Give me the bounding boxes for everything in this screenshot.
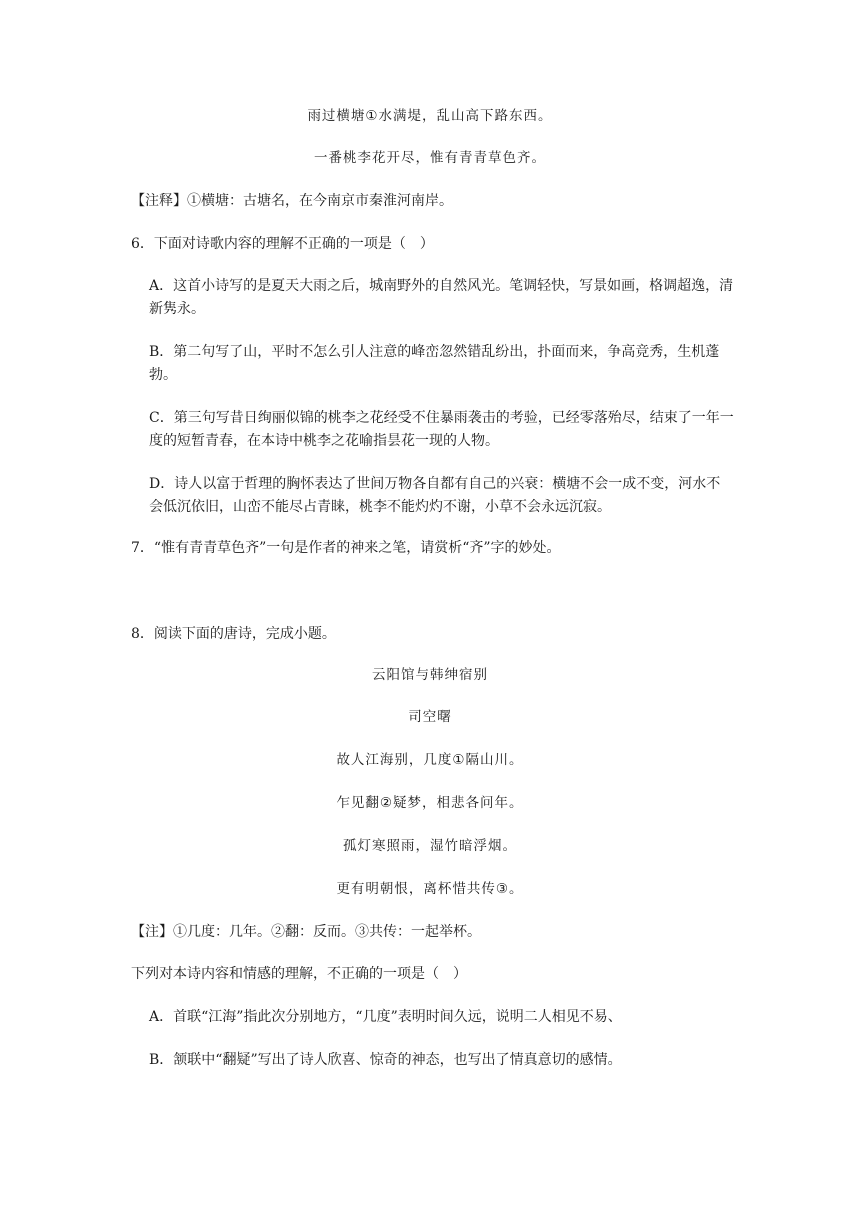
poem2-title: 云阳馆与韩绅宿别 — [372, 667, 488, 683]
poem2-line1: 故人江海别，几度①隔山川。 — [336, 752, 524, 768]
poem1-line1: 雨过横塘①水满堤，乱山高下路东西。 — [307, 108, 553, 124]
poem2-annotation: 【注】①几度：几年。②翻：反而。③共传：一起举杯。 — [131, 924, 481, 940]
poem1-annotation: 【注释】①横塘：古塘名，在今南京市秦淮河南岸。 — [131, 193, 453, 209]
question-7-stem: 7．“惟有青青草色齐”一句是作者的神来之笔，请赏析“齐”字的妙处。 — [131, 540, 561, 556]
question-6-option-d: D．诗人以富于哲理的胸怀表达了世间万物各自都有自己的兴衰：横塘不会一成不变，河水不会低沉依旧，山峦不能尽占青睐，桃李不能灼灼不谢，小草不会永远沉寂。 — [149, 476, 721, 515]
question-6-stem: 6．下面对诗歌内容的理解不正确的一项是（ ） — [131, 236, 434, 252]
question-8-sub-stem: 下列对本诗内容和情感的理解，不正确的一项是（ ） — [131, 966, 467, 982]
question-8-option-b: B．颔联中“翻疑”写出了诗人欣喜、惊奇的神态，也写出了情真意切的感情。 — [149, 1052, 622, 1068]
question-6-option-b: B．第二句写了山，平时不怎么引人注意的峰峦忽然错乱纷出，扑面而来，争高竞秀，生机蓬勃。 — [149, 344, 720, 383]
question-8-stem: 8．阅读下面的唐诗，完成小题。 — [131, 626, 336, 642]
question-8-option-a: A．首联“江海”指此次分别地方，“几度”表明时间久远，说明二人相见不易、 — [149, 1009, 622, 1025]
question-6-option-c: C．第三句写昔日绚丽似锦的桃李之花经受不住暴雨袭击的考验，已经零落殆尽，结束了一年一度的短暂青春，在本诗中桃李之花喻指昙花一现的人物。 — [149, 410, 734, 449]
question-6-option-a: A．这首小诗写的是夏天大雨之后，城南野外的自然风光。笔调轻快，写景如画，格调超逸，清新隽永。 — [149, 278, 734, 317]
poem1-line2: 一番桃李花开尽，惟有青青草色齐。 — [314, 150, 546, 166]
poem2-line4: 更有明朝恨，离杯惜共传③。 — [336, 881, 524, 897]
poem2-author: 司空曙 — [408, 709, 452, 725]
poem2-line3: 孤灯寒照雨，湿竹暗浮烟。 — [343, 838, 517, 854]
poem2-line2: 乍见翻②疑梦，相悲各问年。 — [336, 795, 524, 811]
